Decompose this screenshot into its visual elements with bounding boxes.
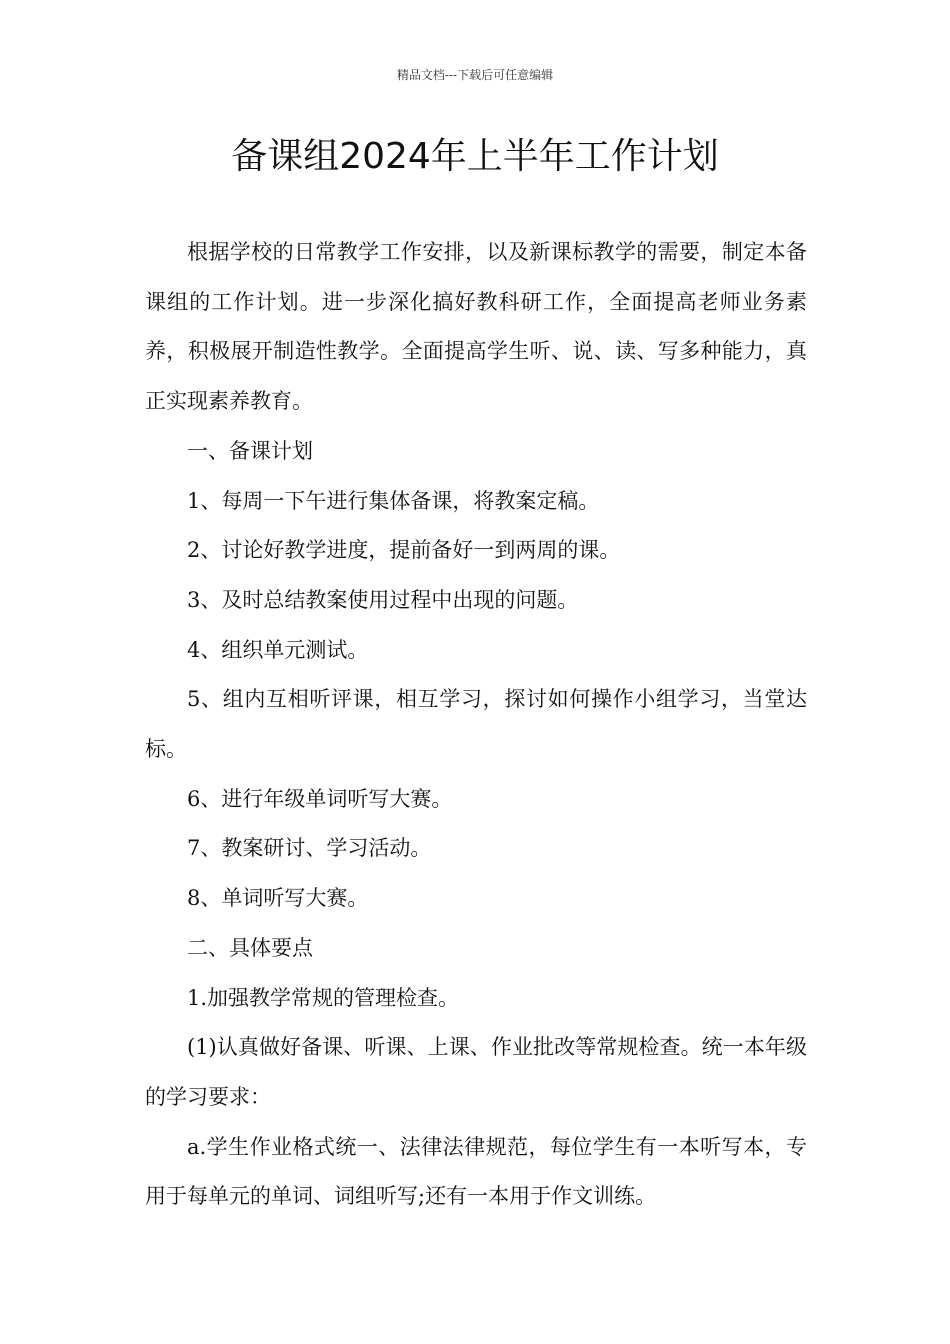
list-item: 8、单词听写大赛。 (187, 886, 369, 911)
header-note: 精品文档---下载后可任意编辑 (396, 68, 554, 82)
list-item: 7、教案研讨、学习活动。 (187, 836, 432, 861)
list-item: 4、组织单元测试。 (187, 637, 369, 662)
list-item: 1、每周一下午进行集体备课，将教案定稿。 (187, 488, 600, 513)
list-item: 6、进行年级单词听写大赛。 (187, 786, 453, 811)
sub-heading: 1.加强教学常规的管理检查。 (187, 985, 460, 1010)
body-paragraph: a.学生作业格式统一、法律法律规范，每位学生有一本听写本，专用于每单元的单词、词组听写;还有一本用于作文训练。 (145, 1134, 807, 1209)
body-paragraph: (1)认真做好备课、听课、上课、作业批改等常规检查。统一本年级的学习要求： (145, 1035, 807, 1109)
section-heading-key-points: 二、具体要点 (187, 935, 313, 960)
document-body (145, 228, 807, 1222)
list-item: 2、讨论好教学进度，提前备好一到两周的课。 (187, 538, 621, 563)
list-item: 3、及时总结教案使用过程中出现的问题。 (187, 587, 579, 612)
intro-paragraph: 根据学校的日常教学工作安排，以及新课标教学的需要，制定本备课组的工作计划。进一步深化搞好教科研工作，全面提高老师业务素养，积极展开制造性教学。全面提高学生听、说、读、写多种能力，真正实现素养教育。 (145, 240, 807, 414)
list-item: 5、组内互相听评课，相互学习，探讨如何操作小组学习，当堂达标。 (145, 687, 807, 762)
section-heading-lesson-plan: 一、备课计划 (187, 438, 313, 463)
document-title: 备课组2024年上半年工作计划 (231, 136, 719, 177)
